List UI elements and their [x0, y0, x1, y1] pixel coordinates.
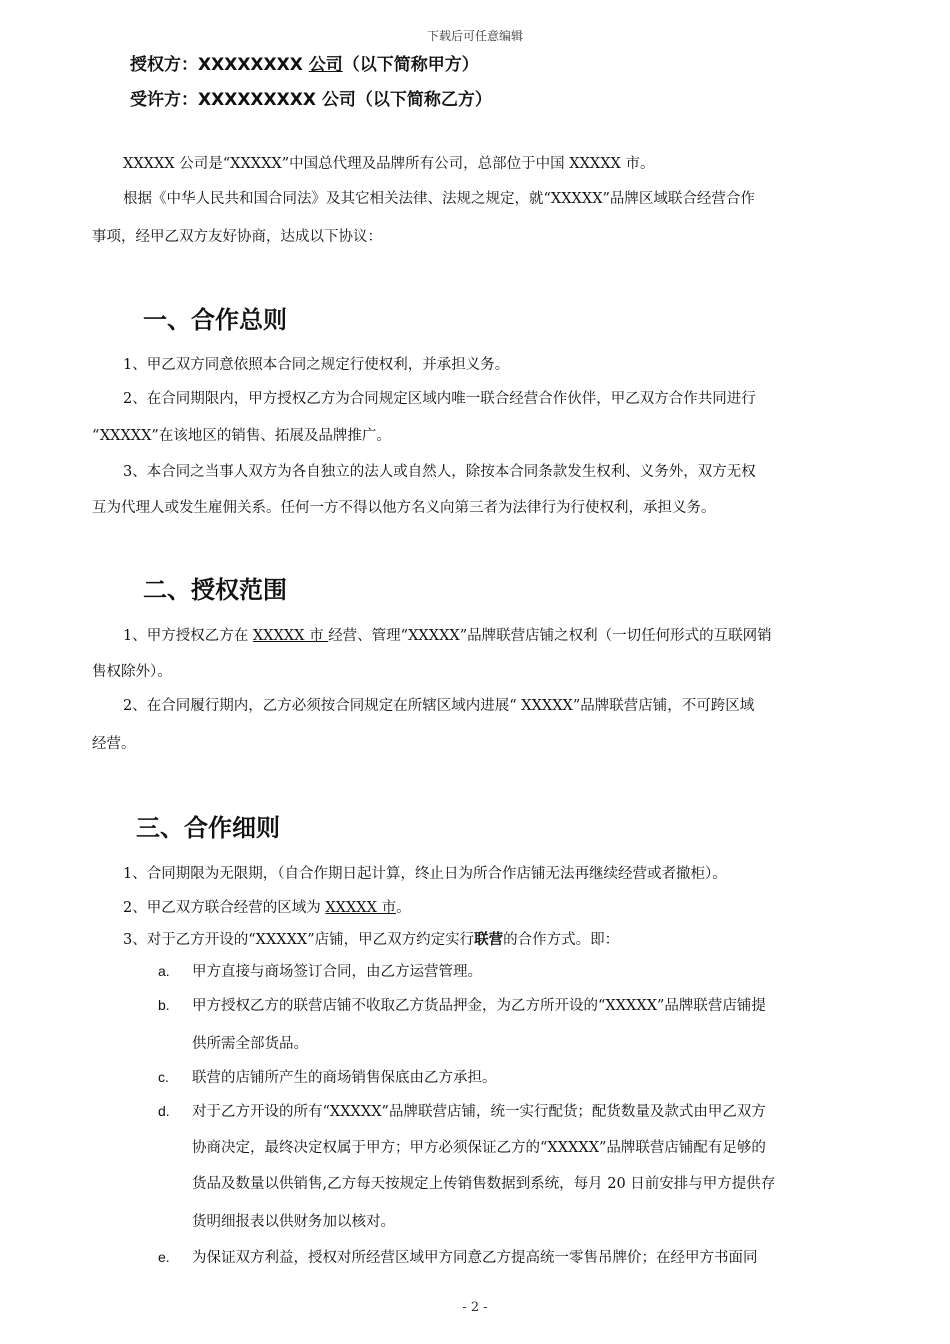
section-3-item-2	[123, 898, 411, 918]
grantor-company: 公司	[308, 55, 343, 75]
list-marker: d.	[158, 1103, 170, 1119]
intro-paragraph-2-line-1: 根据《中华人民共和国合同法》及其它相关法律、法规之规定，就“XXXXX”品牌区域联合经营合作	[123, 191, 755, 207]
licensee-line: 受许方：XXXXXXXXX 公司（以下简称乙方）	[130, 90, 492, 110]
section-3-item-1: 1、合同期限为无限期，（自合作期日起计算，终止日为所合作店铺无法再继续经营或者撤柜）。	[123, 866, 727, 882]
section-1-item-3-line-2: 互为代理人或发生雇佣关系。任何一方不得以他方名义向第三者为法律行为行使权利，承担义务。	[92, 500, 716, 516]
section-2-item-2-line-2: 经营。	[92, 736, 136, 752]
section-3-item-3-prefix: 3、对于乙方开设的“XXXXX”店铺，甲乙双方约定实行	[123, 932, 475, 948]
list-marker: b.	[158, 997, 170, 1013]
grantor-label: 授权方：XXXXXXXX	[130, 55, 309, 75]
section-2-title: 二、授权范围	[143, 576, 287, 604]
section-3-item-3-bold: 联营	[474, 932, 504, 948]
section-1-item-2-line-2: “XXXXX”在该地区的销售、拓展及品牌推广。	[92, 428, 391, 444]
grantor-suffix: （以下简称甲方）	[342, 55, 479, 75]
section-2-item-1-line-2: 售权除外）。	[92, 664, 172, 680]
section-3-item-2-prefix: 2、甲乙双方联合经营的区域为	[123, 900, 326, 916]
section-1-item-3-line-1: 3、本合同之当事人双方为各自独立的法人或自然人，除按本合同条款发生权利、义务外，双方无权	[123, 464, 756, 480]
section-3-item-3	[123, 930, 619, 950]
page-number: - 2 -	[462, 1300, 488, 1315]
intro-paragraph-2-line-2: 事项，经甲乙双方友好协商，达成以下协议：	[92, 229, 382, 245]
section-1-title: 一、合作总则	[143, 306, 287, 334]
page-header-note: 下载后可任意编辑	[426, 29, 523, 43]
section-2-item-1-city: XXXXX 市	[252, 628, 329, 644]
list-item-d-line-2: 协商决定，最终决定权属于甲方；甲方必须保证乙方的“XXXXX”品牌联营店铺配有足够的	[192, 1140, 766, 1156]
section-3-title: 三、合作细则	[136, 814, 280, 842]
list-item-a-line-1: 甲方直接与商场签订合同，由乙方运营管理。	[192, 964, 482, 980]
section-3-item-3-suffix: 的合作方式。即：	[503, 932, 620, 948]
list-marker: a.	[158, 963, 170, 979]
section-2-item-1-line-1	[123, 626, 772, 646]
intro-paragraph-1: XXXXX 公司是“XXXXX”中国总代理及品牌所有公司，总部位于中国 XXXXX 市。	[123, 156, 655, 172]
section-3-item-2-suffix: 。	[396, 900, 411, 916]
list-item-c-line-1: 联营的店铺所产生的商场销售保底由乙方承担。	[192, 1070, 497, 1086]
section-2-item-1-prefix: 1、甲方授权乙方在	[123, 628, 253, 644]
section-3-item-2-city: XXXXX 市	[325, 900, 397, 916]
list-item-e-line-1: 为保证双方利益，授权对所经营区域甲方同意乙方提高统一零售吊牌价；在经甲方书面同	[192, 1250, 758, 1266]
list-item-d-line-3: 货品及数量以供销售,乙方每天按规定上传销售数据到系统，每月 20 日前安排与甲方提供存	[192, 1176, 776, 1192]
section-1-item-1: 1、甲乙双方同意依照本合同之规定行使权利，并承担义务。	[123, 357, 510, 373]
list-item-d-line-1: 对于乙方开设的所有“XXXXX”品牌联营店铺，统一实行配货；配货数量及款式由甲乙双方	[192, 1104, 766, 1120]
list-item-d-line-4: 货明细报表以供财务加以核对。	[192, 1214, 395, 1230]
list-item-b-line-1: 甲方授权乙方的联营店铺不收取乙方货品押金，为乙方所开设的“XXXXX”品牌联营店铺提	[192, 998, 766, 1014]
list-marker: c.	[158, 1069, 169, 1085]
list-item-b-line-2: 供所需全部货品。	[192, 1036, 308, 1052]
grantor-line	[130, 50, 479, 75]
section-2-item-2-line-1: 2、在合同履行期内，乙方必须按合同规定在所辖区域内进展“ XXXXX”品牌联营店铺，不可跨区域	[123, 698, 755, 714]
list-marker: e.	[158, 1249, 170, 1265]
section-1-item-2-line-1: 2、在合同期限内，甲方授权乙方为合同规定区域内唯一联合经营合作伙伴，甲乙双方合作共同进行	[123, 391, 756, 407]
section-2-item-1-suffix: 经营、管理“XXXXX”品牌联营店铺之权利（一切任何形式的互联网销	[328, 628, 772, 644]
